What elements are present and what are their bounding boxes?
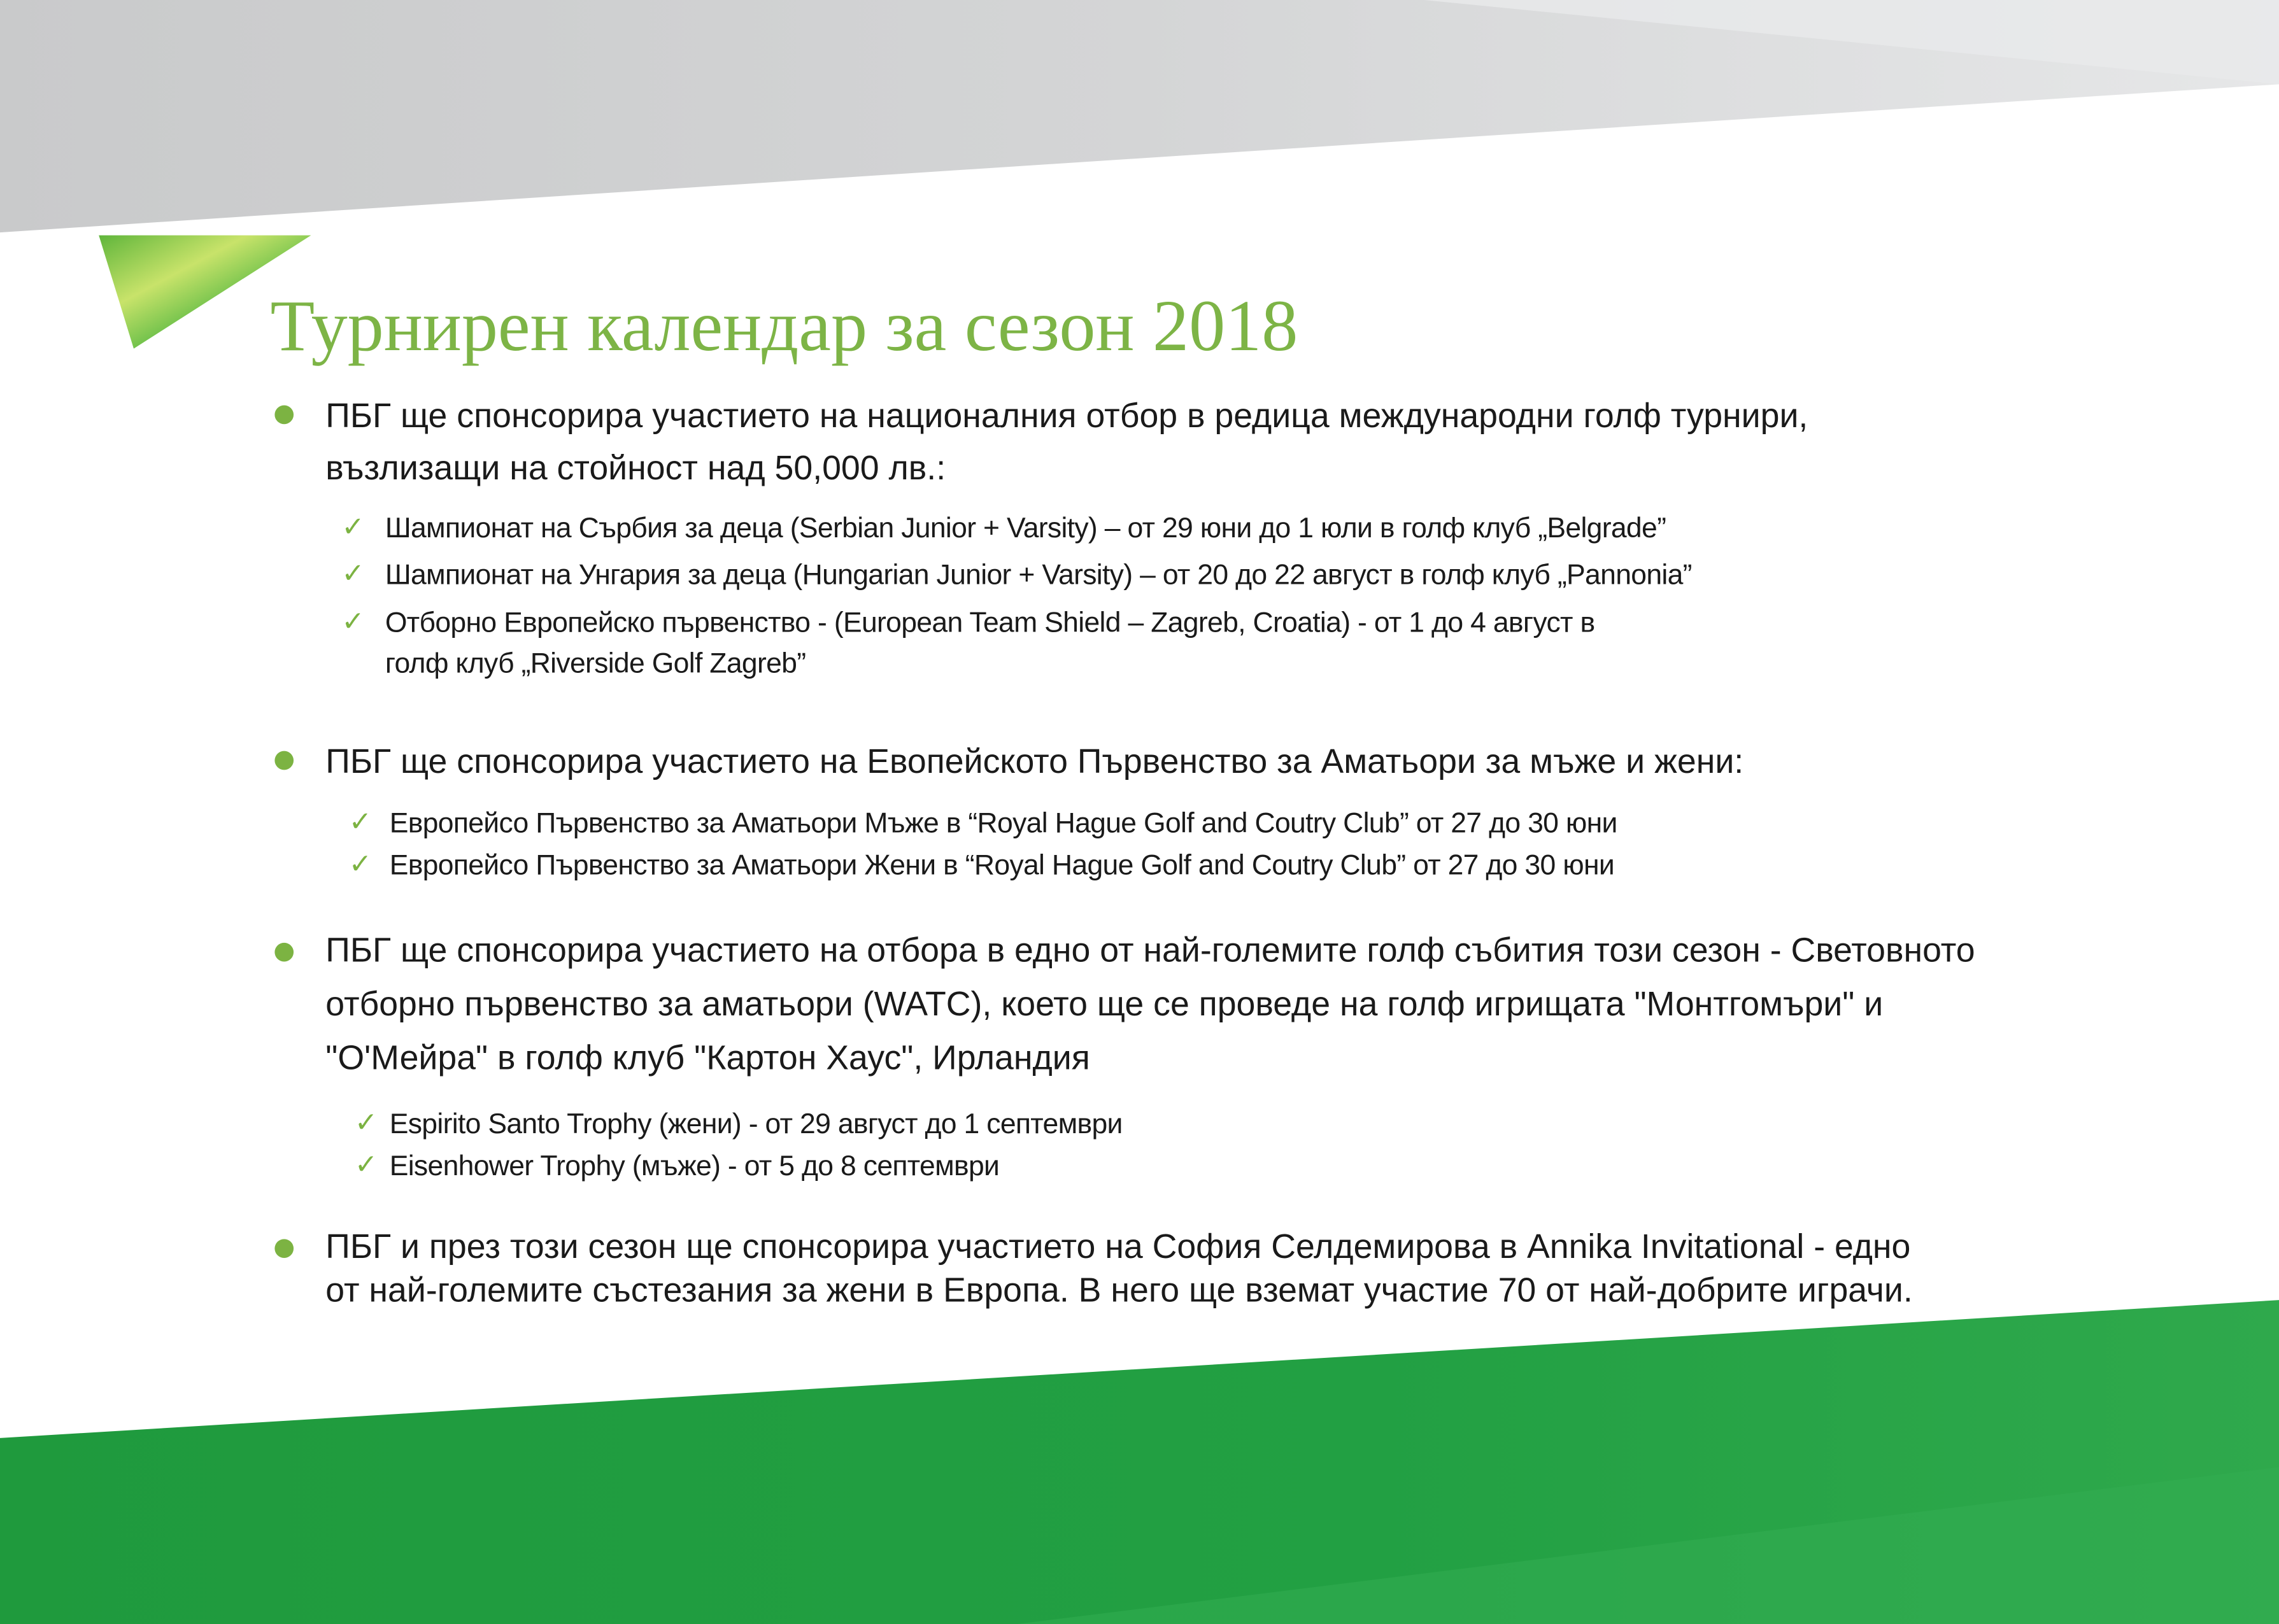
text-line: Eisenhower Trophy (мъже) - от 5 до 8 септември	[389, 1150, 1000, 1183]
checkmark-icon: ✓	[341, 605, 365, 638]
section-1-item-3	[385, 603, 1595, 684]
section-2-item-1	[390, 803, 1617, 844]
text-line: Отборно Европейско първенство - (European Team Shield – Zagreb, Croatia) - от 1 до 4 август в	[385, 607, 1595, 639]
section-1-item-2	[385, 555, 1692, 596]
text-line: отборно първенство за аматьори (WATC), което ще се проведе на голф игрищата "Монтгомъри" и	[325, 985, 1884, 1023]
text-line: Шампионат на Сърбия за деца (Serbian Junior + Varsity) – от 29 юни до 1 юли в голф клуб „Belgrade”	[385, 512, 1666, 545]
checkmark-icon: ✓	[348, 806, 373, 838]
bullet-dot	[274, 1239, 294, 1258]
text-line: ПБГ ще спонсорира участието на отбора в едно от най-големите голф събития този сезон - Световното	[325, 931, 1975, 969]
section-1-item-1	[385, 509, 1666, 549]
page-title: Турнирен календар за сезон 2018	[270, 285, 1298, 367]
text-line: от най-големите състезания за жени в Европа. В него ще вземат участие 70 от най-добрите играчи.	[325, 1271, 1913, 1309]
text-line: Espirito Santo Trophy (жени) - от 29 август до 1 септември	[389, 1108, 1123, 1141]
text-line: ПБГ ще спонсорира участието на Евопейското Първенство за Аматьори за мъже и жени:	[325, 742, 1744, 780]
section-1-text	[325, 390, 1808, 494]
text-line: ПБГ и през този сезон ще спонсорира участието на София Селдемирова в Annika Invitational - едно	[325, 1227, 1911, 1266]
checkmark-icon: ✓	[341, 558, 365, 590]
section-2-text	[325, 735, 1743, 787]
section-4-text	[325, 1225, 1912, 1312]
section-3-text	[325, 924, 1975, 1085]
text-line: Шампионат на Унгария за деца (Hungarian Junior + Varsity) – от 20 до 22 август в голф клуб „Pannonia”	[385, 559, 1692, 591]
bullet-dot	[274, 406, 294, 425]
text-line: ПБГ ще спонсорира участието на националния отбор в редица международни голф турнири,	[325, 396, 1808, 435]
section-3-item-1	[390, 1104, 1123, 1145]
checkmark-icon: ✓	[348, 848, 373, 880]
checkmark-icon: ✓	[354, 1148, 378, 1182]
section-3-item-2	[390, 1146, 1000, 1187]
text-line: Европейсо Първенство за Аматьори Мъже в “Royal Hague Golf and Coutry Club” от 27 до 30 юни	[389, 807, 1617, 840]
text-line: голф клуб „Riverside Golf Zagreb”	[385, 647, 806, 680]
section-2-item-2	[390, 845, 1614, 886]
text-line: "О'Мейра" в голф клуб "Картон Хаус", Ирландия	[325, 1038, 1090, 1077]
text-line: възлизащи на стойност над 50,000 лв.:	[325, 449, 946, 487]
text-line: Европейсо Първенство за Аматьори Жени в “Royal Hague Golf and Coutry Club” от 27 до 30 юни	[389, 849, 1615, 882]
bullet-dot	[274, 943, 294, 962]
bullet-dot	[274, 751, 294, 770]
checkmark-icon: ✓	[354, 1106, 378, 1139]
checkmark-icon: ✓	[341, 511, 365, 544]
